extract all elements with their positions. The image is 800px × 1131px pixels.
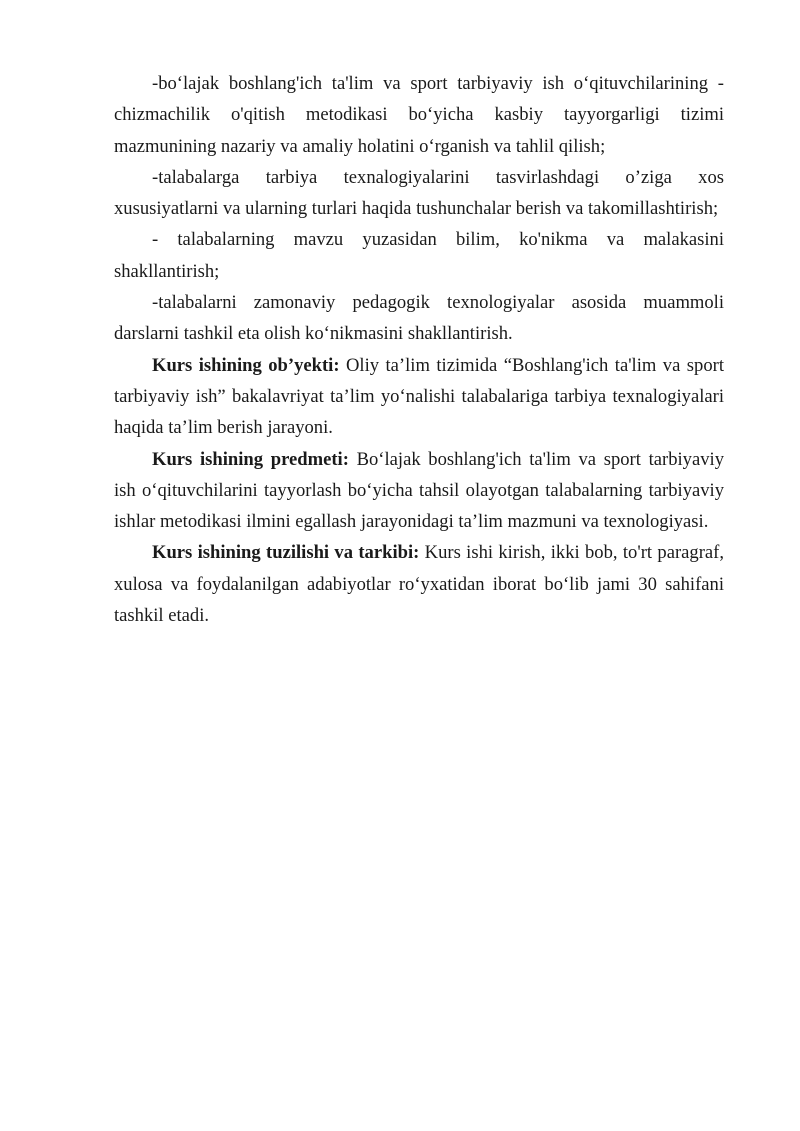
course-work-structure <box>114 537 724 631</box>
paragraph-lead: Kurs ishining predmeti: <box>152 448 349 470</box>
objective-item-3 <box>114 224 724 287</box>
paragraph-text: -talabalarga tarbiya texnalogiyalarini tasvirlashdagi o’ziga xos xususiyatlarni va ularning turlari haqida tushunchalar berish va takomillashtirish; <box>114 166 724 220</box>
objective-item-1 <box>114 68 724 162</box>
paragraph-text: - talabalarning mavzu yuzasidan bilim, ko'nikma va malakasini shakllantirish; <box>114 229 724 282</box>
paragraph-text: -bo‘lajak boshlang'ich ta'lim va sport tarbiyaviy ish o‘qituvchilarining - chizmachilik o'qitish metodikasi bo‘yicha kasbiy tayyorgarligi tizimi mazmunining nazariy va amaliy holatini o‘rganish va tahlil qilish; <box>114 73 724 157</box>
paragraph-lead: Kurs ishining ob’yekti: <box>152 354 340 376</box>
objective-item-4 <box>114 287 724 350</box>
paragraph-lead: Kurs ishining tuzilishi va tarkibi: <box>152 542 420 564</box>
paragraph-text: -talabalarni zamonaviy pedagogik texnologiyalar asosida muammoli darslarni tashkil eta olish ko‘nikmasini shakllantirish. <box>114 292 724 345</box>
paragraph-text: Bo‘lajak boshlang'ich ta'lim va sport tarbiyaviy ish o‘qituvchilarini tayyorlash bo‘yicha tahsil olayotgan talabalarning tarbiyaviy ishlar metodikasi ilmini egallash jarayonidagi ta’lim mazmuni va texnologiyasi. <box>114 448 724 533</box>
course-work-object <box>114 350 724 444</box>
objective-item-2 <box>114 162 724 225</box>
paragraph-text: Kurs ishi kirish, ikki bob, to'rt paragraf, xulosa va foydalanilgan adabiyotlar ro‘yxatidan iborat bo‘lib jami 30 sahifani tashkil etadi. <box>114 542 724 627</box>
course-work-subject <box>114 444 724 538</box>
paragraph-text: Oliy ta’lim tizimida “Boshlang'ich ta'lim va sport tarbiyaviy ish” bakalavriyat ta’lim yo‘nalishi talabalariga tarbiya texnalogiyalari haqida ta’lim berish jarayoni. <box>114 354 724 439</box>
document-page <box>114 68 724 631</box>
